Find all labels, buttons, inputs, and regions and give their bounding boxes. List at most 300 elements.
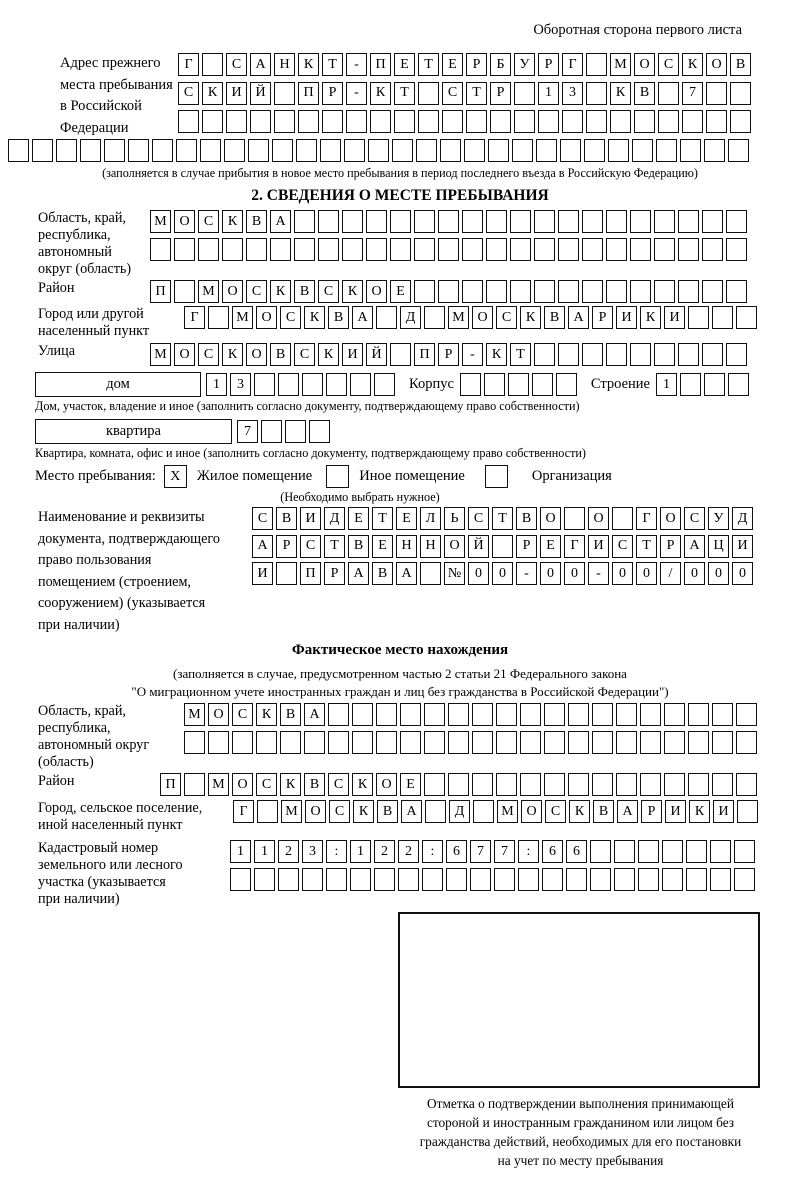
char-cell: Т: [466, 82, 487, 105]
char-cell: [352, 731, 373, 754]
char-cell: [590, 840, 611, 863]
char-cell: [184, 773, 205, 796]
char-cell: [654, 210, 675, 233]
char-cell: К: [610, 82, 631, 105]
char-cell: [678, 238, 699, 261]
char-cell: С: [226, 53, 247, 76]
char-cell: [414, 280, 435, 303]
char-cell: -: [346, 53, 367, 76]
char-cell: К: [352, 773, 373, 796]
char-cell: М: [448, 306, 469, 329]
char-cell: Р: [592, 306, 613, 329]
char-cell: [414, 210, 435, 233]
char-cell: О: [174, 343, 195, 366]
char-cell: [462, 280, 483, 303]
char-cell: [256, 731, 277, 754]
ulitsa-label: Улица: [38, 343, 76, 359]
char-cell: [736, 731, 757, 754]
char-cell: №: [444, 562, 465, 585]
char-cell: [610, 110, 631, 133]
char-cell: [730, 82, 751, 105]
char-cell: В: [634, 82, 655, 105]
char-cell: [448, 703, 469, 726]
char-cell: [520, 731, 541, 754]
char-cell: В: [593, 800, 614, 823]
char-cell: [568, 703, 589, 726]
char-cell: С: [294, 343, 315, 366]
char-cell: [566, 868, 587, 891]
char-cell: В: [270, 343, 291, 366]
char-cell: Е: [372, 535, 393, 558]
char-cell: С: [658, 53, 679, 76]
char-cell: А: [304, 703, 325, 726]
char-cell: Р: [516, 535, 537, 558]
char-cell: [294, 210, 315, 233]
oblast-grid: [150, 210, 747, 278]
char-cell: [414, 238, 435, 261]
char-cell: [616, 731, 637, 754]
char-cell: К: [280, 773, 301, 796]
prev-address-fill-note: (заполняется в случае прибытия в новое место пребывания в период последнего въезда в Российскую Федерацию): [102, 166, 698, 180]
char-cell: 0: [684, 562, 705, 585]
korpus-label: Корпус: [409, 376, 454, 392]
char-cell: [248, 139, 269, 162]
char-cell: В: [246, 210, 267, 233]
section-2-title: 2. СВЕДЕНИЯ О МЕСТЕ ПРЕБЫВАНИЯ: [251, 187, 549, 204]
option-label-inoe: Иное помещение: [359, 468, 465, 484]
char-cell: С: [198, 210, 219, 233]
char-grid-row: [178, 82, 751, 105]
checkbox-zhiloe: X: [164, 465, 187, 488]
char-cell: 7: [494, 840, 515, 863]
stamp-caption-line: Отметка о подтверждении выполнения принимающей: [427, 1096, 734, 1111]
char-cell: [366, 238, 387, 261]
char-cell: 1: [206, 373, 227, 396]
char-cell: С: [318, 280, 339, 303]
char-cell: [654, 280, 675, 303]
char-cell: [460, 373, 481, 396]
char-cell: [712, 306, 733, 329]
char-cell: [420, 562, 441, 585]
char-cell: А: [252, 535, 273, 558]
char-cell: 2: [374, 840, 395, 863]
gorod-label-line: Город или другой: [38, 306, 144, 322]
char-cell: В: [377, 800, 398, 823]
oblast-label-line: автономный: [38, 244, 112, 260]
char-cell: В: [544, 306, 565, 329]
char-cell: [606, 238, 627, 261]
char-cell: [518, 868, 539, 891]
char-cell: С: [246, 280, 267, 303]
char-cell: [510, 210, 531, 233]
char-cell: [318, 238, 339, 261]
char-cell: В: [276, 507, 297, 530]
kvartira-row: [35, 419, 800, 444]
char-cell: 0: [636, 562, 657, 585]
char-cell: [202, 110, 223, 133]
fact-oblast-label-line: автономный округ: [38, 737, 150, 753]
char-cell: Н: [274, 53, 295, 76]
char-cell: [688, 731, 709, 754]
option-label-organizatsiya: Организация: [531, 468, 612, 484]
document-label-line: помещением (строением,: [38, 573, 191, 590]
char-cell: П: [370, 53, 391, 76]
char-cell: [680, 139, 701, 162]
char-cell: [630, 343, 651, 366]
char-cell: Р: [438, 343, 459, 366]
char-grid-row: [160, 773, 757, 796]
char-cell: [582, 238, 603, 261]
raion-row: [38, 280, 800, 303]
dom-note: Дом, участок, владение и иное (заполнить согласно документу, подтверждающему право собственности): [35, 399, 580, 413]
stamp-box: [398, 912, 760, 1088]
char-cell: В: [294, 280, 315, 303]
char-cell: В: [348, 535, 369, 558]
char-cell: [726, 210, 747, 233]
char-cell: О: [376, 773, 397, 796]
char-cell: О: [444, 535, 465, 558]
char-cell: [706, 110, 727, 133]
char-cell: [736, 306, 757, 329]
char-cell: 6: [446, 840, 467, 863]
char-cell: Л: [420, 507, 441, 530]
char-cell: О: [208, 703, 229, 726]
char-cell: М: [198, 280, 219, 303]
char-cell: 3: [230, 373, 251, 396]
char-cell: Т: [418, 53, 439, 76]
document-label: [38, 507, 252, 636]
char-cell: [614, 840, 635, 863]
char-cell: 6: [566, 840, 587, 863]
char-cell: [448, 731, 469, 754]
char-cell: [734, 868, 755, 891]
char-cell: 1: [254, 840, 275, 863]
char-cell: М: [610, 53, 631, 76]
fact-gorod-row: [38, 800, 800, 834]
char-cell: О: [232, 773, 253, 796]
char-cell: [198, 238, 219, 261]
char-cell: [440, 139, 461, 162]
char-cell: [422, 868, 443, 891]
fact-note-line: (заполняется в случае, предусмотренном частью 2 статьи 21 Федерального закона: [173, 666, 627, 681]
char-grid-row: [184, 731, 757, 754]
char-cell: Н: [396, 535, 417, 558]
char-grid-row: [150, 280, 747, 303]
char-cell: П: [300, 562, 321, 585]
gorod-label-line: населенный пункт: [38, 323, 150, 339]
char-cell: [704, 373, 725, 396]
char-cell: С: [300, 535, 321, 558]
char-cell: [424, 731, 445, 754]
kvartira-note: Квартира, комната, офис и иное (заполнить согласно документу, подтверждающему право собственности): [35, 446, 586, 460]
char-cell: [32, 139, 53, 162]
char-cell: У: [514, 53, 535, 76]
char-cell: Е: [390, 280, 411, 303]
kadastr-row: [38, 840, 800, 908]
char-cell: Е: [394, 53, 415, 76]
char-cell: [568, 773, 589, 796]
char-grid-row: [656, 373, 749, 396]
char-cell: Ь: [444, 507, 465, 530]
document-label-line: Наименование и реквизиты: [38, 509, 205, 525]
char-cell: [558, 238, 579, 261]
char-cell: [710, 840, 731, 863]
char-cell: [520, 703, 541, 726]
char-cell: [606, 280, 627, 303]
char-cell: [250, 110, 271, 133]
char-grid-row: [252, 535, 753, 558]
char-cell: Т: [322, 53, 343, 76]
char-cell: В: [304, 773, 325, 796]
oblast-label: [38, 210, 150, 278]
char-cell: К: [342, 280, 363, 303]
char-cell: Г: [184, 306, 205, 329]
char-cell: [438, 280, 459, 303]
kadastr-label-line: Кадастровый номер: [38, 840, 159, 856]
char-cell: [736, 773, 757, 796]
char-cell: [80, 139, 101, 162]
char-cell: [726, 238, 747, 261]
prev-address-block: [60, 53, 800, 139]
char-cell: И: [732, 535, 753, 558]
char-cell: [322, 110, 343, 133]
char-cell: 2: [398, 840, 419, 863]
char-cell: [424, 306, 445, 329]
char-cell: Г: [564, 535, 585, 558]
char-cell: [490, 110, 511, 133]
char-cell: Д: [324, 507, 345, 530]
char-cell: Ц: [708, 535, 729, 558]
char-cell: К: [640, 306, 661, 329]
char-cell: [464, 139, 485, 162]
gorod-label: [38, 306, 184, 340]
char-cell: К: [370, 82, 391, 105]
char-cell: [352, 703, 373, 726]
char-cell: 7: [470, 840, 491, 863]
char-cell: [542, 868, 563, 891]
char-cell: Е: [396, 507, 417, 530]
char-cell: А: [401, 800, 422, 823]
char-cell: Р: [660, 535, 681, 558]
char-cell: [176, 139, 197, 162]
char-cell: [492, 535, 513, 558]
char-cell: [678, 210, 699, 233]
char-cell: М: [184, 703, 205, 726]
char-cell: [230, 868, 251, 891]
char-cell: К: [520, 306, 541, 329]
char-cell: Р: [276, 535, 297, 558]
char-cell: С: [198, 343, 219, 366]
char-cell: -: [588, 562, 609, 585]
char-cell: [376, 306, 397, 329]
char-cell: 0: [564, 562, 585, 585]
char-cell: С: [684, 507, 705, 530]
char-cell: [726, 343, 747, 366]
fact-raion-label: Район: [38, 773, 75, 789]
char-cell: [582, 280, 603, 303]
char-cell: 1: [656, 373, 677, 396]
char-cell: [726, 280, 747, 303]
char-grid-row: [8, 139, 800, 162]
char-cell: :: [518, 840, 539, 863]
char-cell: [560, 139, 581, 162]
char-cell: И: [252, 562, 273, 585]
ulitsa-row: [38, 343, 800, 366]
char-cell: [568, 731, 589, 754]
char-cell: К: [222, 210, 243, 233]
back-side-note: Оборотная сторона первого листа: [533, 22, 742, 38]
char-cell: [702, 210, 723, 233]
char-cell: П: [150, 280, 171, 303]
char-cell: [558, 210, 579, 233]
char-cell: [612, 507, 633, 530]
char-cell: [224, 139, 245, 162]
char-cell: И: [616, 306, 637, 329]
char-cell: Е: [442, 53, 463, 76]
char-cell: А: [352, 306, 373, 329]
char-cell: К: [304, 306, 325, 329]
char-cell: [590, 868, 611, 891]
char-grid-row: [237, 420, 330, 443]
char-cell: О: [540, 507, 561, 530]
char-cell: [688, 703, 709, 726]
char-cell: [712, 731, 733, 754]
char-cell: М: [281, 800, 302, 823]
char-cell: [309, 420, 330, 443]
char-cell: [226, 110, 247, 133]
char-cell: [184, 731, 205, 754]
char-cell: [150, 238, 171, 261]
char-cell: [425, 800, 446, 823]
char-cell: Е: [348, 507, 369, 530]
char-cell: 1: [230, 840, 251, 863]
checkbox-inoe: [326, 465, 349, 488]
choose-note: (Необходимо выбрать нужное): [280, 490, 440, 504]
fact-section-title: Фактическое место нахождения: [291, 642, 509, 658]
char-cell: С: [280, 306, 301, 329]
char-cell: Е: [400, 773, 421, 796]
char-cell: [294, 238, 315, 261]
char-cell: [558, 280, 579, 303]
fact-note-line: "О миграционном учете иностранных граждан и лиц без гражданства в Российской Федерации"): [131, 683, 669, 699]
char-cell: К: [222, 343, 243, 366]
char-cell: [285, 420, 306, 443]
char-cell: -: [462, 343, 483, 366]
char-cell: [390, 210, 411, 233]
prev-address-label: [60, 53, 178, 139]
char-cell: [688, 306, 709, 329]
char-cell: С: [232, 703, 253, 726]
char-cell: Т: [324, 535, 345, 558]
char-grid-row: [150, 210, 747, 233]
char-cell: О: [634, 53, 655, 76]
char-cell: 0: [468, 562, 489, 585]
char-cell: [702, 280, 723, 303]
char-cell: С: [468, 507, 489, 530]
char-cell: И: [713, 800, 734, 823]
char-cell: [278, 868, 299, 891]
char-cell: [606, 210, 627, 233]
char-cell: [592, 703, 613, 726]
char-cell: [586, 110, 607, 133]
char-cell: [534, 343, 555, 366]
char-cell: [246, 238, 267, 261]
char-cell: К: [270, 280, 291, 303]
char-cell: К: [256, 703, 277, 726]
char-grid-row: [230, 868, 755, 891]
char-cell: Т: [510, 343, 531, 366]
char-cell: [534, 238, 555, 261]
checkbox-organizatsiya: [485, 465, 508, 488]
char-cell: [200, 139, 221, 162]
char-cell: 2: [278, 840, 299, 863]
char-cell: [508, 373, 529, 396]
char-cell: [728, 373, 749, 396]
char-cell: [702, 343, 723, 366]
char-cell: [614, 868, 635, 891]
document-label-line: документа, подтверждающего: [38, 530, 220, 547]
char-cell: О: [246, 343, 267, 366]
char-cell: 0: [492, 562, 513, 585]
char-cell: [446, 868, 467, 891]
char-cell: [104, 139, 125, 162]
char-cell: [582, 210, 603, 233]
char-cell: [662, 840, 683, 863]
char-cell: А: [617, 800, 638, 823]
char-cell: П: [298, 82, 319, 105]
char-cell: [376, 703, 397, 726]
option-label-zhiloe: Жилое помещение: [196, 468, 313, 484]
char-cell: [737, 800, 758, 823]
char-cell: [274, 82, 295, 105]
char-cell: [342, 238, 363, 261]
char-cell: Й: [250, 82, 271, 105]
char-cell: К: [202, 82, 223, 105]
char-cell: [592, 731, 613, 754]
char-cell: М: [150, 343, 171, 366]
char-cell: [390, 343, 411, 366]
fact-oblast-label-line: (область): [38, 754, 94, 770]
char-cell: Р: [324, 562, 345, 585]
char-cell: [296, 139, 317, 162]
char-cell: А: [348, 562, 369, 585]
char-cell: [152, 139, 173, 162]
char-cell: Р: [490, 82, 511, 105]
char-cell: [462, 238, 483, 261]
char-cell: [680, 373, 701, 396]
fact-oblast-label-line: республика,: [38, 720, 111, 736]
char-cell: [654, 343, 675, 366]
char-cell: [448, 773, 469, 796]
oblast-label-line: Область, край,: [38, 210, 126, 226]
char-cell: Т: [394, 82, 415, 105]
char-cell: [208, 306, 229, 329]
fact-oblast-grid: [184, 703, 757, 771]
char-cell: Г: [178, 53, 199, 76]
char-cell: С: [545, 800, 566, 823]
char-grid-row: [150, 238, 747, 261]
char-cell: С: [442, 82, 463, 105]
char-cell: И: [665, 800, 686, 823]
char-cell: [544, 731, 565, 754]
char-cell: [424, 773, 445, 796]
char-cell: [328, 731, 349, 754]
char-cell: [496, 773, 517, 796]
char-cell: [302, 868, 323, 891]
char-cell: 1: [538, 82, 559, 105]
char-cell: И: [300, 507, 321, 530]
kadastr-label-line: при наличии): [38, 891, 120, 907]
